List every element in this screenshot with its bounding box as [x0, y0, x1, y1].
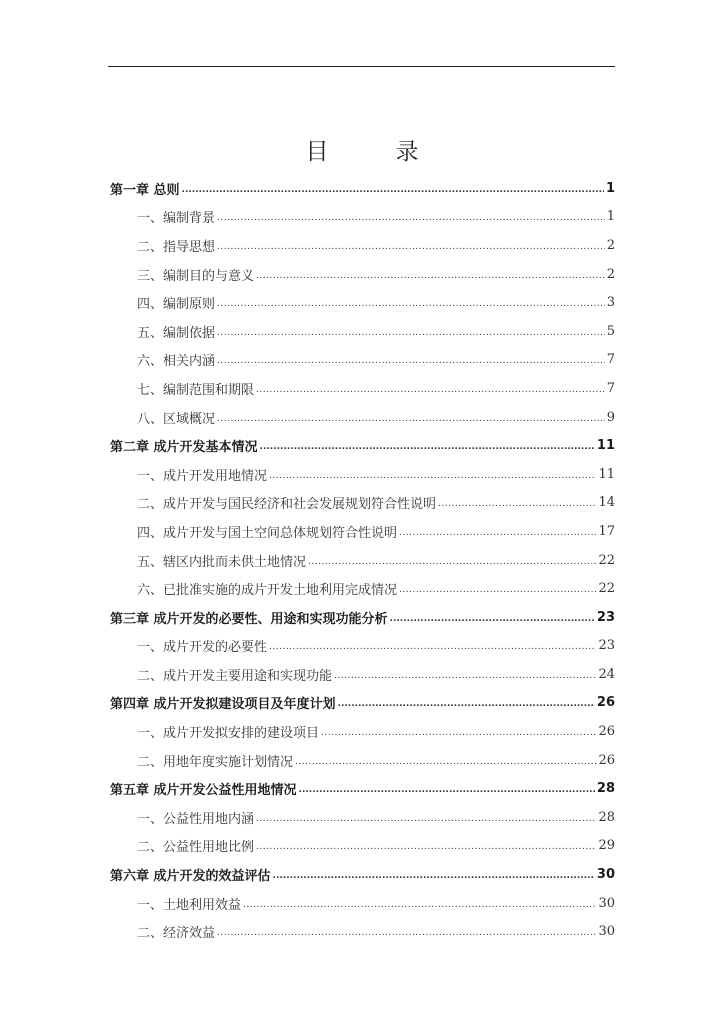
toc-entry-label: 二、成片开发主要用途和实现功能	[137, 668, 333, 684]
toc-page-number: 17	[598, 523, 615, 539]
toc-page-number: 22	[598, 552, 615, 568]
toc-page-number: 28	[596, 781, 615, 797]
toc-entry-label: 六、已批准实施的成片开发土地利用完成情况	[137, 583, 398, 599]
toc-section-entry[interactable]	[110, 832, 615, 861]
dot-leader	[256, 386, 605, 395]
toc-entry-label: 二、公益性用地比例	[137, 840, 255, 856]
dot-leader	[295, 758, 596, 767]
dot-leader	[308, 558, 596, 567]
page-title: 目 录	[305, 139, 441, 165]
toc-page-number: 5	[606, 323, 615, 339]
toc-page-number: 14	[598, 495, 615, 511]
toc-section-entry[interactable]	[110, 803, 615, 832]
toc-page-number: 30	[598, 895, 615, 911]
toc-entry-label: 四、成片开发与国土空间总体规划符合性说明	[137, 525, 398, 541]
toc-page-number: 2	[606, 266, 615, 282]
dot-leader	[399, 529, 596, 538]
toc-entry-label: 一、土地利用效益	[137, 897, 242, 913]
dot-leader	[217, 329, 605, 338]
toc-entry-label: 七、编制范围和期限	[137, 382, 255, 398]
dot-leader	[217, 243, 605, 252]
dot-leader	[334, 672, 596, 681]
toc-entry-label: 一、公益性用地内涵	[137, 811, 255, 827]
toc-chapter-entry[interactable]	[110, 774, 615, 803]
toc-entry-label: 第一章 总则	[110, 182, 180, 198]
toc-section-entry[interactable]	[110, 346, 615, 375]
toc-section-entry[interactable]	[110, 231, 615, 260]
toc-section-entry[interactable]	[110, 746, 615, 775]
toc-entry-label: 五、辖区内批而未供土地情况	[137, 554, 307, 570]
toc-section-entry[interactable]	[110, 374, 615, 403]
toc-page-number: 1	[605, 180, 615, 196]
toc-page-number: 2	[606, 237, 615, 253]
toc-chapter-entry[interactable]	[110, 431, 615, 460]
toc-entry-label: 三、编制目的与意义	[137, 268, 255, 284]
toc-entry-label: 一、成片开发用地情况	[137, 468, 268, 484]
dot-leader	[321, 729, 596, 738]
toc-chapter-entry[interactable]	[110, 174, 615, 203]
toc-section-entry[interactable]	[110, 917, 615, 946]
dot-leader	[217, 214, 605, 223]
dot-leader	[182, 186, 604, 195]
toc-page-number: 9	[606, 409, 615, 425]
toc-section-entry[interactable]	[110, 574, 615, 603]
dot-leader	[243, 901, 596, 910]
dot-leader	[399, 586, 596, 595]
dot-leader	[260, 443, 595, 452]
dot-leader	[217, 357, 605, 366]
toc-section-entry[interactable]	[110, 717, 615, 746]
toc-entry-label: 二、成片开发与国民经济和社会发展规划符合性说明	[137, 497, 437, 513]
dot-leader	[269, 643, 596, 652]
toc-entry-label: 四、编制原则	[137, 297, 216, 313]
toc-page-number: 26	[596, 695, 615, 711]
header-rule	[108, 66, 615, 67]
toc-chapter-entry[interactable]	[110, 603, 615, 632]
toc-entry-label: 一、成片开发的必要性	[137, 640, 268, 656]
toc-page-number: 28	[598, 809, 615, 825]
toc-chapter-entry[interactable]	[110, 689, 615, 718]
toc-chapter-entry[interactable]	[110, 860, 615, 889]
toc-page-number: 3	[606, 295, 615, 311]
toc-entry-label: 一、编制背景	[137, 211, 216, 227]
dot-leader	[269, 472, 596, 481]
dot-leader	[390, 615, 595, 624]
toc-page-number: 11	[598, 466, 615, 482]
toc-section-entry[interactable]	[110, 317, 615, 346]
dot-leader	[217, 415, 605, 424]
toc-section-entry[interactable]	[110, 288, 615, 317]
toc-section-entry[interactable]	[110, 889, 615, 918]
toc-section-entry[interactable]	[110, 403, 615, 432]
toc-page-number: 7	[606, 380, 615, 396]
toc-entry-label: 二、经济效益	[137, 926, 216, 942]
toc-page-number: 11	[596, 438, 615, 454]
toc-entry-label: 第六章 成片开发的效益评估	[110, 869, 271, 885]
toc-page-number: 23	[596, 609, 615, 625]
toc-page-number: 1	[606, 209, 615, 225]
toc-page-number: 22	[598, 581, 615, 597]
toc-page-number: 30	[596, 867, 615, 883]
dot-leader	[338, 700, 595, 709]
toc-page-number: 7	[606, 352, 615, 368]
toc-section-entry[interactable]	[110, 203, 615, 232]
dot-leader	[217, 300, 605, 309]
toc-section-entry[interactable]	[110, 489, 615, 518]
toc-page-number: 24	[598, 666, 615, 682]
toc-page-number: 26	[598, 724, 615, 740]
toc-page-number: 29	[598, 838, 615, 854]
toc-section-entry[interactable]	[110, 517, 615, 546]
toc-entry-label: 八、区域概况	[137, 411, 216, 427]
toc-entry-label: 第四章 成片开发拟建设项目及年度计划	[110, 697, 336, 713]
toc-section-entry[interactable]	[110, 460, 615, 489]
dot-leader	[256, 843, 596, 852]
dot-leader	[217, 929, 596, 938]
toc-section-entry[interactable]	[110, 632, 615, 661]
toc-page-number: 30	[598, 924, 615, 940]
dot-leader	[299, 786, 595, 795]
toc-entry-label: 第二章 成片开发基本情况	[110, 440, 258, 456]
dot-leader	[273, 872, 595, 881]
dot-leader	[438, 500, 596, 509]
toc-entry-label: 五、编制依据	[137, 325, 216, 341]
toc-page-number: 23	[598, 638, 615, 654]
dot-leader	[256, 815, 596, 824]
table-of-contents	[110, 174, 615, 946]
toc-entry-label: 第三章 成片开发的必要性、用途和实现功能分析	[110, 611, 388, 627]
toc-section-entry[interactable]	[110, 660, 615, 689]
toc-entry-label: 二、用地年度实施计划情况	[137, 754, 294, 770]
toc-entry-label: 二、指导思想	[137, 239, 216, 255]
toc-entry-label: 六、相关内涵	[137, 354, 216, 370]
toc-section-entry[interactable]	[110, 546, 615, 575]
toc-section-entry[interactable]	[110, 260, 615, 289]
dot-leader	[256, 272, 605, 281]
toc-page-number: 26	[598, 752, 615, 768]
toc-entry-label: 一、成片开发拟安排的建设项目	[137, 726, 320, 742]
toc-entry-label: 第五章 成片开发公益性用地情况	[110, 783, 297, 799]
